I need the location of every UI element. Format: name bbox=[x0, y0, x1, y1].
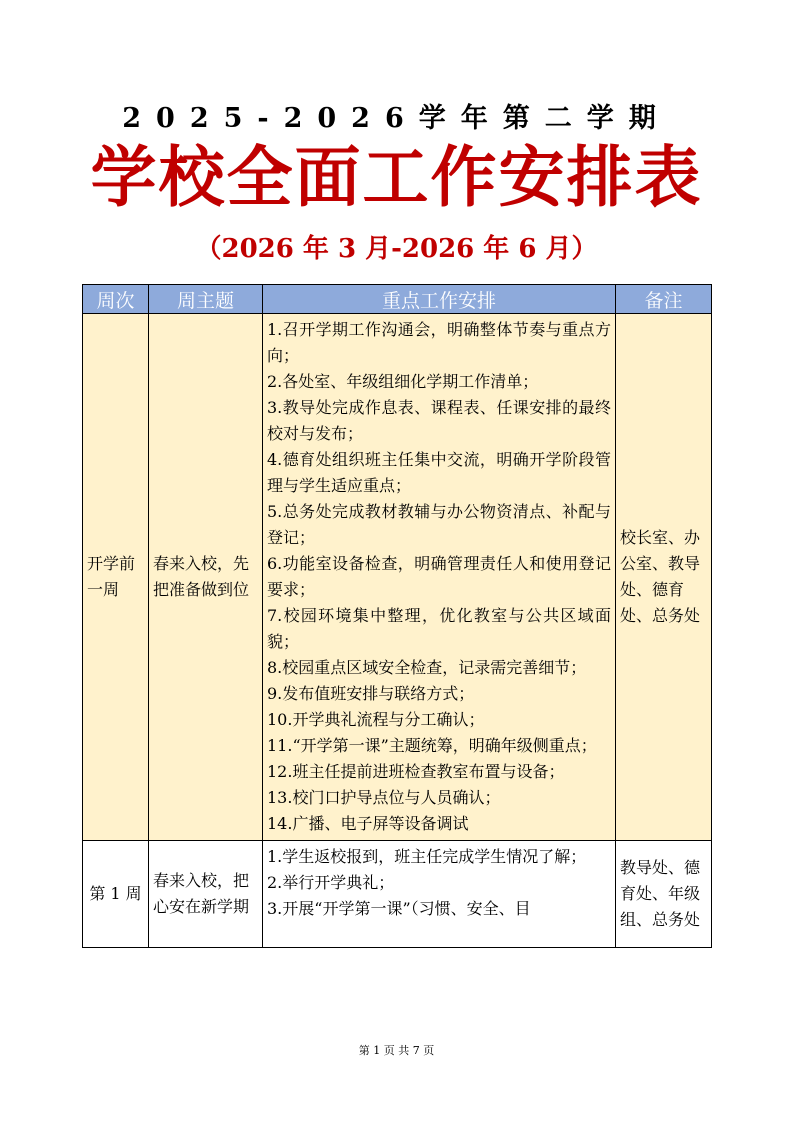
theme-cell: 春来入校，把心安在新学期 bbox=[149, 841, 263, 948]
task-item: 7.校园环境集中整理，优化教室与公共区域面貌； bbox=[267, 606, 611, 651]
task-item: 4.德育处组织班主任集中交流，明确开学阶段管理与学生适应重点； bbox=[267, 450, 611, 495]
task-item: 6.功能室设备检查，明确管理责任人和使用登记要求； bbox=[267, 554, 611, 599]
page-footer: 第 1 页 共 7 页 bbox=[358, 1044, 435, 1057]
task-item: 13.校门口护导点位与人员确认； bbox=[267, 788, 501, 807]
task-item: 8.校园重点区域安全检查，记录需完善细节； bbox=[267, 658, 587, 677]
table-row bbox=[83, 841, 712, 948]
column-header-week: 周次 bbox=[83, 285, 149, 314]
column-header-tasks: 重点工作安排 bbox=[263, 285, 616, 314]
task-item: 10.开学典礼流程与分工确认； bbox=[267, 710, 485, 729]
date-range: （2026 年 3 月-2026 年 6 月） bbox=[195, 234, 598, 264]
table-header-row bbox=[83, 285, 712, 314]
task-item: 3.教导处完成作息表、课程表、任课安排的最终校对与发布； bbox=[267, 398, 611, 443]
task-item: 9.发布值班安排与联络方式； bbox=[267, 684, 475, 703]
work-schedule-table bbox=[82, 284, 712, 948]
document-subtitle: 2025-2026学年第二学期 bbox=[122, 103, 671, 134]
task-item: 14.广播、电子屏等设备调试 bbox=[267, 814, 469, 833]
task-item: 5.总务处完成教材教辅与办公物资清点、补配与登记； bbox=[267, 502, 611, 547]
task-item: 12.班主任提前进班检查教室布置与设备； bbox=[267, 762, 565, 781]
column-header-note: 备注 bbox=[616, 285, 712, 314]
note-cell: 教导处、德育处、年级组、总务处 bbox=[616, 841, 712, 948]
column-header-theme: 周主题 bbox=[149, 285, 263, 314]
document-title: 学校全面工作安排表 bbox=[90, 139, 703, 216]
task-item: 2.举行开学典礼； bbox=[267, 873, 395, 892]
note-cell: 校长室、办公室、教导处、德育处、总务处 bbox=[616, 314, 712, 841]
tasks-cell bbox=[263, 841, 616, 948]
theme-cell: 春来入校，先把准备做到位 bbox=[149, 314, 263, 841]
task-item: 1.学生返校报到，班主任完成学生情况了解； bbox=[267, 847, 587, 866]
task-item: 3.开展“开学第一课”（习惯、安全、目 bbox=[267, 899, 531, 918]
task-item: 2.各处室、年级组细化学期工作清单； bbox=[267, 372, 539, 391]
task-item: 1.召开学期工作沟通会，明确整体节奏与重点方向； bbox=[267, 320, 611, 365]
week-cell: 第 1 周 bbox=[83, 841, 149, 948]
tasks-cell bbox=[263, 314, 616, 841]
table-row bbox=[83, 314, 712, 841]
week-cell: 开学前一周 bbox=[83, 314, 149, 841]
task-item: 11.“开学第一课”主题统筹，明确年级侧重点； bbox=[267, 736, 597, 755]
